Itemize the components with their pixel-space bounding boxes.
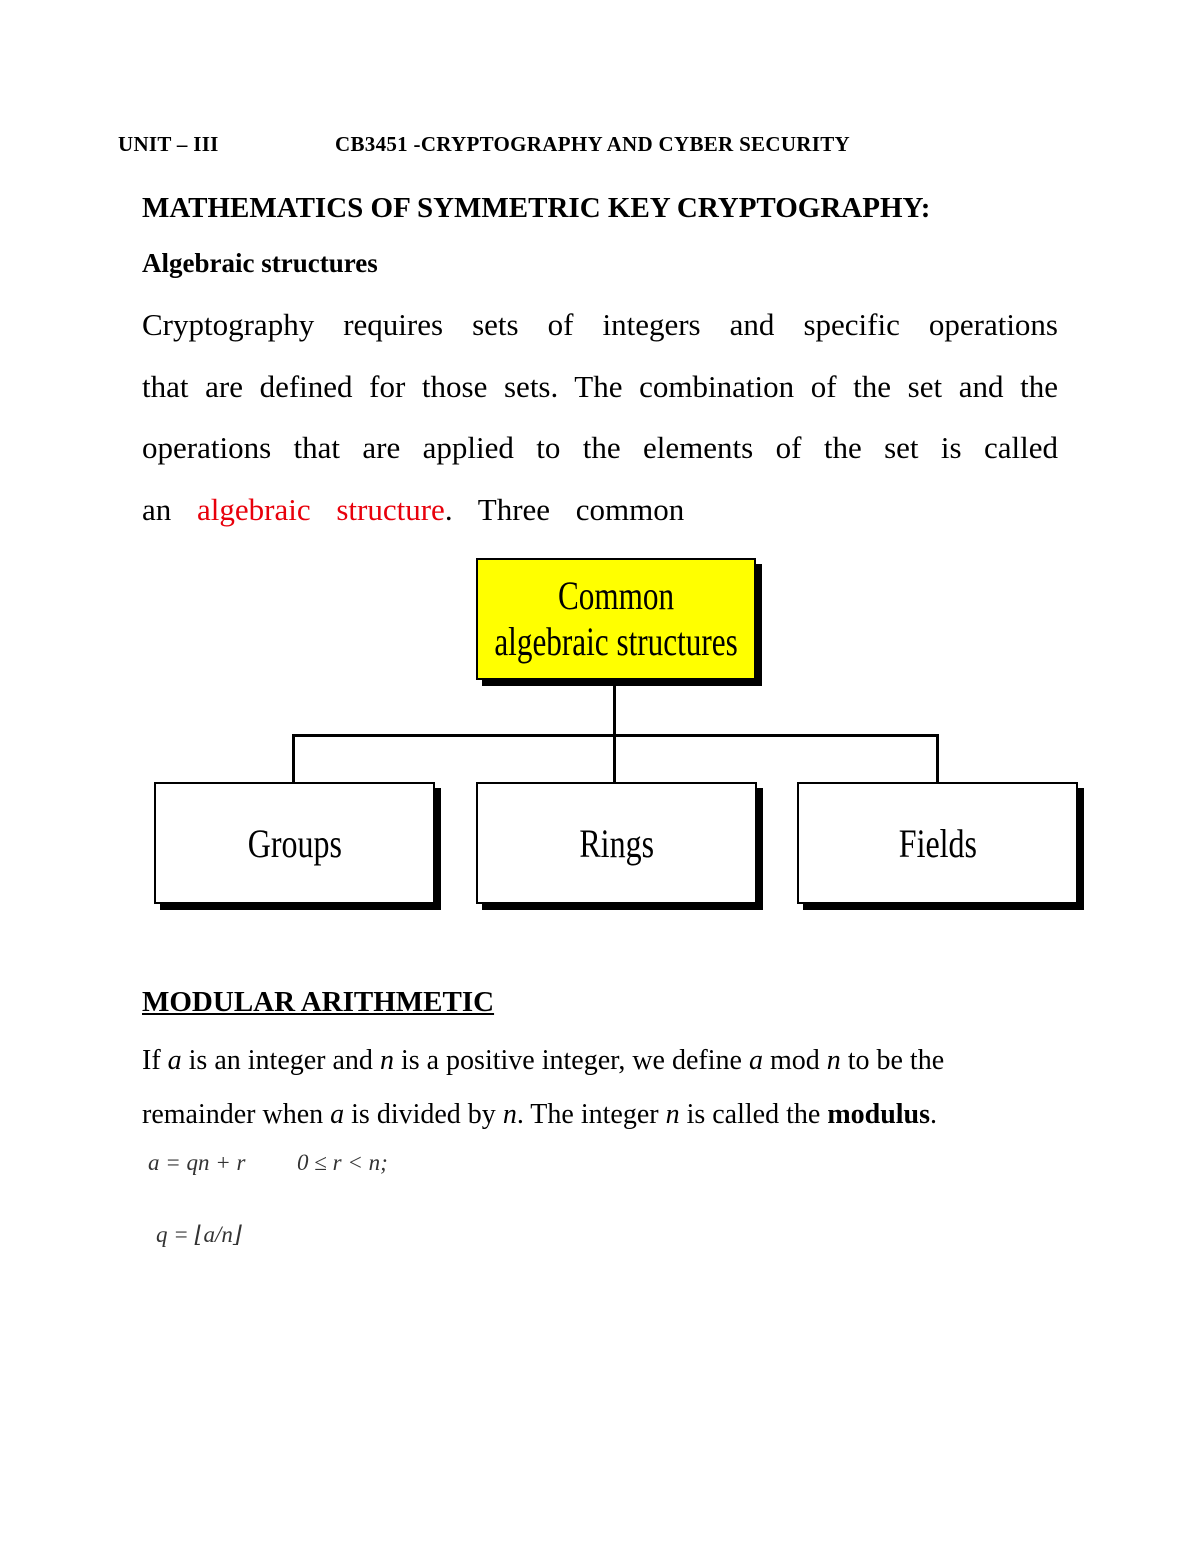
highlight-term: algebraic structure [197,491,445,527]
paragraph-text: . Three common [444,491,685,527]
formula-quotient [156,1222,242,1248]
rings-label: Rings [579,820,654,866]
paragraph-text: is a positive integer, we define [393,1045,749,1076]
paragraph-line [142,1088,1058,1142]
variable: a [748,1045,763,1076]
modular-paragraph [142,1034,1058,1142]
paragraph-text: . [930,1099,938,1130]
groups-label: Groups [247,820,342,866]
main-title: MATHEMATICS OF SYMMETRIC KEY CRYPTOGRAPHY: [142,192,931,224]
connector-line [936,734,939,782]
rings-node [476,782,757,904]
formula-text: a = qn + r [148,1150,246,1175]
groups-node [154,782,435,904]
paragraph-text: If [142,1045,168,1076]
course-title: CB3451 -CRYPTOGRAPHY AND CYBER SECURITY [335,132,851,156]
variable: a [167,1045,182,1076]
root-label-line: Common [557,573,675,618]
connector-line [613,734,616,782]
formula-division [148,1150,388,1176]
variable: n [502,1099,517,1130]
paragraph-text: is called the [679,1099,828,1130]
paragraph-text: is divided by [344,1099,503,1130]
paragraph-text: is an integer and [181,1045,380,1076]
fields-label: Fields [898,820,977,866]
section-heading: MODULAR ARITHMETIC [142,986,495,1018]
fields-node [797,782,1078,904]
paragraph-text: to be the [840,1045,945,1076]
formula-text: q = ⌊a/n⌋ [156,1222,242,1247]
variable: a [330,1099,345,1130]
paragraph-text: an [142,491,172,527]
root-label-line: algebraic structures [494,619,738,664]
variable: n [826,1045,841,1076]
formula-text: 0 ≤ r < n; [297,1150,388,1175]
paragraph-line [142,1034,1058,1088]
paragraph-line: that are defined for those sets. The combination of the set and the [142,368,1058,404]
paragraph-text: remainder when [142,1099,331,1130]
modulus-term: modulus [827,1099,931,1130]
unit-label: UNIT – III [118,132,219,156]
root-node [476,558,756,680]
sub-title: Algebraic structures [142,248,378,278]
paragraph-line: Cryptography requires sets of integers and specific operations [142,307,1058,342]
paragraph-text: mod [762,1045,827,1076]
connector-line [292,734,295,782]
variable: n [379,1045,394,1076]
variable: n [665,1099,680,1130]
connector-line [613,682,616,736]
paragraph-text: . The integer [516,1099,666,1130]
paragraph-line: operations that are applied to the elements of the set is called [142,430,1058,465]
